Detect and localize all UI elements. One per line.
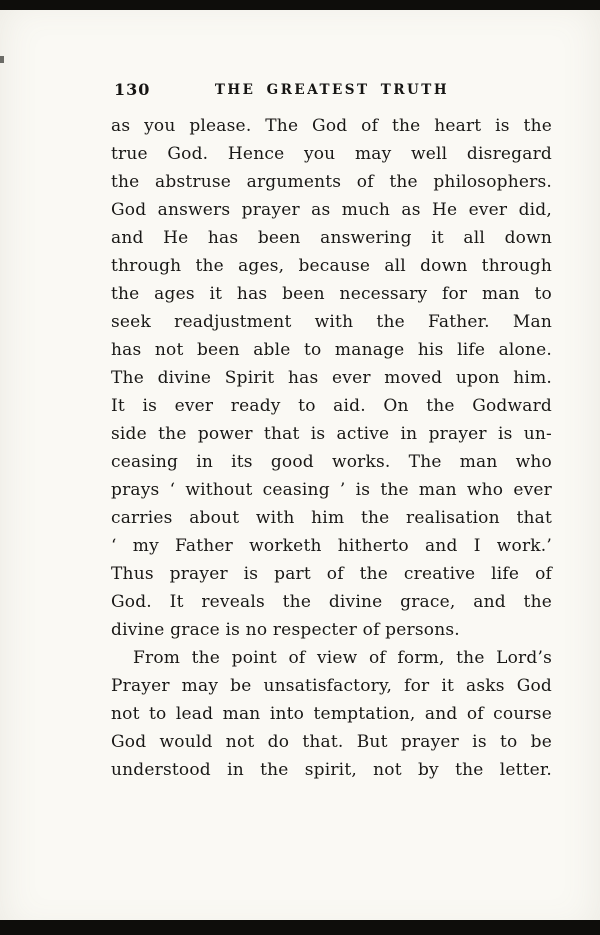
text-line: through the ages, because all down through [111, 256, 552, 276]
text-line: God would not do that. But prayer is to be [111, 732, 552, 752]
scan-artifact-speck [0, 56, 4, 63]
text-line: as you please. The God of the heart is the [111, 116, 552, 136]
text-line: God. It reveals the divine grace, and the [111, 592, 552, 612]
text-line: understood in the spirit, not by the letter. [111, 760, 552, 780]
text-line: true God. Hence you may well disregard [111, 144, 552, 164]
text-line: Prayer may be unsatisfactory, for it asks God [111, 676, 552, 696]
text-line: divine grace is no respecter of persons. [111, 620, 460, 640]
text-line: The divine Spirit has ever moved upon him. [111, 368, 552, 388]
text-line: the abstruse arguments of the philosophers. [111, 172, 552, 192]
scan-edge-top [0, 0, 600, 10]
text-line: the ages it has been necessary for man to [111, 284, 552, 304]
page-body [111, 112, 552, 784]
text-line: not to lead man into temptation, and of course [111, 704, 552, 724]
text-line: ceasing in its good works. The man who [111, 452, 552, 472]
text-line: carries about with him the realisation that [111, 508, 552, 528]
text-line: seek readjustment with the Father. Man [111, 312, 552, 332]
text-line: Thus prayer is part of the creative life of [111, 564, 552, 584]
text-line: It is ever ready to aid. On the Godward [111, 396, 552, 416]
text-line: ‘ my Father worketh hitherto and I work.’ [111, 536, 552, 556]
text-line: From the point of view of form, the Lord’s [133, 648, 552, 668]
page-number: 130 [114, 80, 151, 99]
running-title: THE GREATEST TRUTH [214, 82, 450, 98]
page-header [112, 80, 552, 102]
text-line: prays ‘ without ceasing ’ is the man who ever [111, 480, 552, 500]
text-line: and He has been answering it all down [111, 228, 552, 248]
scan-edge-bottom [0, 920, 600, 935]
text-line: God answers prayer as much as He ever did, [111, 200, 552, 220]
text-line: has not been able to manage his life alone. [111, 340, 552, 360]
text-line: side the power that is active in prayer is un- [111, 424, 552, 444]
